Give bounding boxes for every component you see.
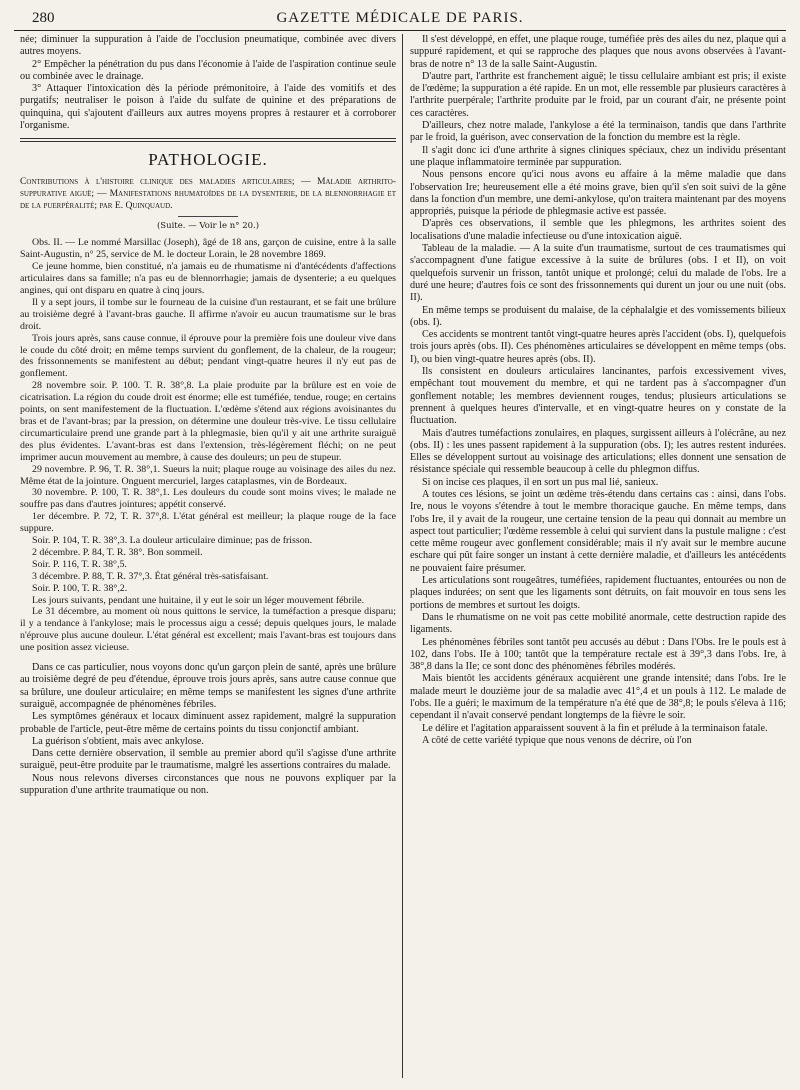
body-paragraph: Tableau de la maladie. — A la suite d'un traumatisme, surtout de ces traumatismes qui s'accompagnent d'une fatigue excessive à la suite de brûlures (obs. I et II), on voit quelquefois survenir un frisson, tantôt unique et prolongé; celui du malade de l'obs. Ire a duré une heure; d'autres fois ce sont des frissonnements qui durent un jour ou une nuit (obs. II). bbox=[410, 243, 786, 304]
body-paragraph: Dans le rhumatisme on ne voit pas cette mobilité anormale, cette destruction rapide des ligaments. bbox=[410, 611, 786, 636]
body-paragraph: Il s'agit donc ici d'une arthrite à signes cliniques spéciaux, chez un individu présentant une plaque inflammatoire terminée par suppuration. bbox=[410, 144, 786, 168]
obs-paragraph: Soir. P. 100, T. R. 38°,2. bbox=[32, 582, 128, 594]
body-paragraph: A côté de cette variété typique que nous venons de décrire, où l'on bbox=[422, 734, 692, 746]
body-paragraph: Ils consistent en douleurs articulaires lancinantes, parfois excessivement vives, empêchant tout mouvement du membre, et qui ne tardent pas à s'accompagner d'un gonflement notable; les membres deviennent rouges, tendus; plusieurs articulations se prennent à quelques heures d'intervalle, et en vingt-quatre heures on y constate de la fluctuation. bbox=[410, 366, 786, 427]
columns bbox=[14, 34, 786, 1078]
title-rule bbox=[178, 216, 238, 217]
discussion-paragraph: Dans ce cas particulier, nous voyons donc qu'un garçon plein de santé, après une brûlure au troisième degré de peu d'étendue, éprouve trois jours après, sans autre cause connue que sa brûlure, une douleur articulaire; en même temps se manifestent les signes d'une arthrite suraiguë, accompagnée de phénomènes fébriles. bbox=[20, 662, 396, 710]
body-paragraph: D'ailleurs, chez notre malade, l'ankylose a été la terminaison, tandis que dans l'arthrite par le froid, la guérison, avec conservation de la fonction du membre est la règle. bbox=[410, 120, 786, 144]
obs-paragraph: Soir. P. 104, T. R. 38°,3. La douleur articulaire diminue; pas de frisson. bbox=[32, 535, 313, 547]
observation-text bbox=[20, 237, 396, 654]
body-paragraph: D'après ces observations, il semble que les phlegmons, les arthrites soient des localisations d'une maladie infectieuse ou d'une intoxication aiguë. bbox=[410, 218, 786, 242]
obs-paragraph: 28 novembre soir. P. 100. T. R. 38°,8. La plaie produite par la brûlure est en voie de cicatrisation. La région du coude droit est énorme; elle est tuméfiée, tendue, rouge; en certains points, on sent manifestement de la fluctuation. L'œdème s'étend aux régions avoisinantes du bras et de l'avant-bras; par la pression, on détermine une douleur très-vive. Le tissu cellulaire circumarticulaire prend une grande part à la phlegmasie, bien qu'il y ait une arthrite suraiguë des plus évidentes. L'avant-bras est dans l'extension, très-légèrement fléchi; on ne peut imprimer aucun mouvement au membre, à cause des douleurs; un peu de stupeur. bbox=[20, 380, 396, 463]
discussion-paragraph: Nous nous relevons diverses circonstances que nous ne pouvons expliquer par la suppuration d'une arthrite traumatique ou non. bbox=[20, 772, 396, 797]
page-header bbox=[14, 8, 786, 31]
discussion-paragraph: La guérison s'obtient, mais avec ankylose. bbox=[32, 735, 204, 747]
body-paragraph: En même temps se produisent du malaise, de la céphalalgie et des vomissements bilieux (obs. I). bbox=[410, 304, 786, 328]
obs-paragraph: 2 décembre. P. 84, T. R. 38°. Bon sommeil. bbox=[32, 546, 203, 558]
body-paragraph: Le délire et l'agitation apparaissent souvent à la fin et prélude à la terminaison fatale. bbox=[422, 722, 768, 734]
obs-paragraph: Soir. P. 116, T. R. 38°,5. bbox=[32, 558, 127, 570]
obs-paragraph: 30 novembre. P. 100, T. R. 38°,1. Les douleurs du coude sont moins vives; le malade ne souffre pas dans d'autres jointures; appétit conservé. bbox=[20, 487, 396, 511]
body-paragraph: Il s'est développé, en effet, une plaque rouge, tuméfiée près des ailes du nez, plaque qui a suppuré rapidement, et qui se rapproche des plaques que nous avons observées à l'avant-bras de notre n° 13 de la salle Saint-Augustin. bbox=[410, 34, 786, 70]
body-paragraph: Les articulations sont rougeâtres, tuméfiées, rapidement fluctuantes, entourées ou non de plaques indurées; on sent que les ligaments sont détruits, on fait mouvoir en tous sens les portions de membres et surtout les doigts. bbox=[410, 575, 786, 611]
intro-paragraph: 2° Empêcher la pénétration du pus dans l'économie à l'aide de l'aspiration continue seule ou combinée avec le drainage. bbox=[20, 58, 396, 82]
obs-paragraph: Il y a sept jours, il tombe sur le fourneau de la cuisine d'un restaurant, et se fait une brûlure au troisième degré à l'avant-bras gauche. Il affirme n'avoir eu aucun traumatisme sur le bras droit. bbox=[20, 296, 396, 332]
discussion-paragraph: Les symptômes généraux et locaux diminuent assez rapidement, malgré la suppuration probable de l'article, peut-être même de certains points du tissu conjonctif ambiant. bbox=[20, 711, 396, 735]
intro-paragraph: née; diminuer la suppuration à l'aide de l'occlusion pneumatique, combinée avec divers autres moyens. bbox=[20, 34, 396, 58]
body-paragraph: Mais d'autres tuméfactions zonulaires, en plaques, surgissent ailleurs à l'olécrâne, au nez (obs. II) : les unes passent rapidement à la suppuration (obs. I); les autres restent indurées. Elles se développent surtout au voisinage des articulations; elles donnent une sensation de résistance spéciale qui ressemble beaucoup à celle du phlegmon diffus. bbox=[410, 427, 786, 476]
body-paragraph: Ces accidents se montrent tantôt vingt-quatre heures après l'accident (obs. I), quelquefois trois jours après (obs. II). Ces phénomènes articulaires se développent en même temps (obs. I), ou bien vingt-quatre heures après (obs. II). bbox=[410, 329, 786, 365]
obs-paragraph: 3 décembre. P. 88, T. R. 37°,3. État général très-satisfaisant. bbox=[32, 570, 269, 582]
body-paragraph: A toutes ces lésions, se joint un œdème très-étendu dans certains cas : ainsi, dans l'obs. Ire, nous le voyons s'étendre à tout le membre thoracique gauche. En même temps, dans l'obs Ire, il y avait de la rougeur, une certaine tension de la peau qui donnait au membre un aspect tout particulier; l'œdème ressemble à celui qui survient dans la pustule maligne : c'est cette même rougeur avec gonflement considérable; mais il n'y avait sur le membre aucune eschare qui pût faire songer un instant à cette dernière maladie, et d'ailleurs les antécédents ne pouvaient faire présumer. bbox=[410, 488, 786, 574]
body-paragraph: D'autre part, l'arthrite est franchement aiguë; le tissu cellulaire ambiant est pris; il existe de l'œdème; la suppuration a été rapide. En un mot, elle ressemble par plusieurs caractères à l'arthrite puerpérale; l'arthrite produite par le froid, par un courant d'air, ne présente point ces caractères. bbox=[410, 70, 786, 119]
obs-paragraph: Les jours suivants, pendant une huitaine, il y eut le soir un léger mouvement fébrile. bbox=[32, 594, 365, 606]
obs-paragraph: Obs. II. — Le nommé Marsillac (Joseph), âgé de 18 ans, garçon de cuisine, entre à la salle Saint-Augustin, n° 25, service de M. le docteur Lorain, le 28 novembre 1869. bbox=[20, 237, 396, 261]
body-paragraph: Nous pensons encore qu'ici nous avons eu affaire à la même maladie que dans l'observation Ire; heureusement elle a été moins grave, bien qu'il s'en soit suivi de la gêne dans la fonction d'un membre, une demi-ankylose, qu'on traitera maintenant par des moyens appropriés, puisque la période de phlegmasie active est passée. bbox=[410, 169, 786, 218]
obs-paragraph: Ce jeune homme, bien constitué, n'a jamais eu de rhumatisme ni d'antécédents d'affections articulaires dans sa famille; n'a pas eu de blennorrhagie; jamais de dysenterie; a eu quelques angines, qui ont disparu en quatre à cinq jours. bbox=[20, 261, 396, 296]
section-divider bbox=[20, 138, 396, 142]
body-paragraph: Les phénomènes fébriles sont tantôt peu accusés au début : Dans l'Obs. Ire le pouls est à 102, dans l'obs. IIe à 100; tantôt que la température rectale est à 39°,3 dans l'obs. Ire, à 38°,8 dans la IIe; ce sont donc des phénomènes fébriles modérés. bbox=[410, 636, 786, 673]
left-column bbox=[20, 34, 396, 1078]
obs-paragraph: Le 31 décembre, au moment où nous quittons le service, la tuméfaction a presque disparu; il y a tendance à l'ankylose; mais le processus aigu a cessé; depuis quelques jours, le malade n'éprouve plus aucune douleur. L'état général est excellent; mais l'avant-bras est toujours dans une position assez vicieuse. bbox=[20, 606, 396, 654]
journal-title: GAZETTE MÉDICALE DE PARIS. bbox=[276, 10, 524, 26]
right-column bbox=[410, 34, 786, 1078]
body-paragraph: Mais bientôt les accidents généraux acquièrent une grande intensité; dans l'obs. Ire le malade meurt le douzième jour de sa maladie avec 41°,4 et un pouls à 112. Le malade de l'obs. IIe a guéri; le maximum de la température n'a été que de 38°,8; le pouls s'éleva à 116; cependant il n'avait conservé pendant longtemps de la fièvre le soir. bbox=[410, 673, 786, 722]
intro-paragraph: 3° Attaquer l'intoxication dès la période prémonitoire, à l'aide des vomitifs et des purgatifs; neutraliser le poison à l'aide du sulfate de quinine et des préparations de quinquina, qui s'ajoutent d'ailleurs aux autres moyens propres à restaurer et à corroborer l'organisme. bbox=[20, 83, 396, 132]
obs-paragraph: 1er décembre. P. 72, T. R. 37°,8. L'état général est meilleur; la plaque rouge de la face suppure. bbox=[20, 511, 396, 535]
article-title: Contributions à l'histoire clinique des maladies articulaires; — Maladie arthrito-suppurative aiguë; — Manifestations rhumatoïdes de la dysenterie, de la blennorrhagie et de la puerpéralité; par E. Quinquaud. bbox=[20, 176, 396, 212]
column-divider bbox=[402, 34, 403, 1078]
newspaper-page bbox=[14, 8, 786, 1082]
obs-paragraph: Trois jours après, sans cause connue, il éprouve pour la première fois une douleur vive dans le coude du côté droit; en même temps survient du gonflement, de la chaleur, de la rougeur; des frissonnements se manifestent au début; pendant vingt-quatre heures il n'y eut pas de gonflement. bbox=[20, 332, 396, 380]
section-title: PATHOLOGIE. bbox=[148, 150, 268, 170]
discussion-paragraph: Dans cette dernière observation, il semble au premier abord qu'il s'agisse d'une arthrite suraiguë, peut-être produite par le traumatisme, malgré les assertions contraires du malade. bbox=[20, 748, 396, 772]
obs-paragraph: 29 novembre. P. 96, T. R. 38°,1. Sueurs la nuit; plaque rouge au voisinage des ailes du nez. Même état de la jointure. Onguent mercuriel, larges cataplasmes, vin de Bordeaux. bbox=[20, 463, 396, 487]
page-number: 280 bbox=[32, 10, 55, 26]
body-paragraph: Si on incise ces plaques, il en sort un pus mal lié, sanieux. bbox=[422, 476, 659, 488]
continuation-note: (Suite. — Voir le n° 20.) bbox=[156, 221, 260, 232]
